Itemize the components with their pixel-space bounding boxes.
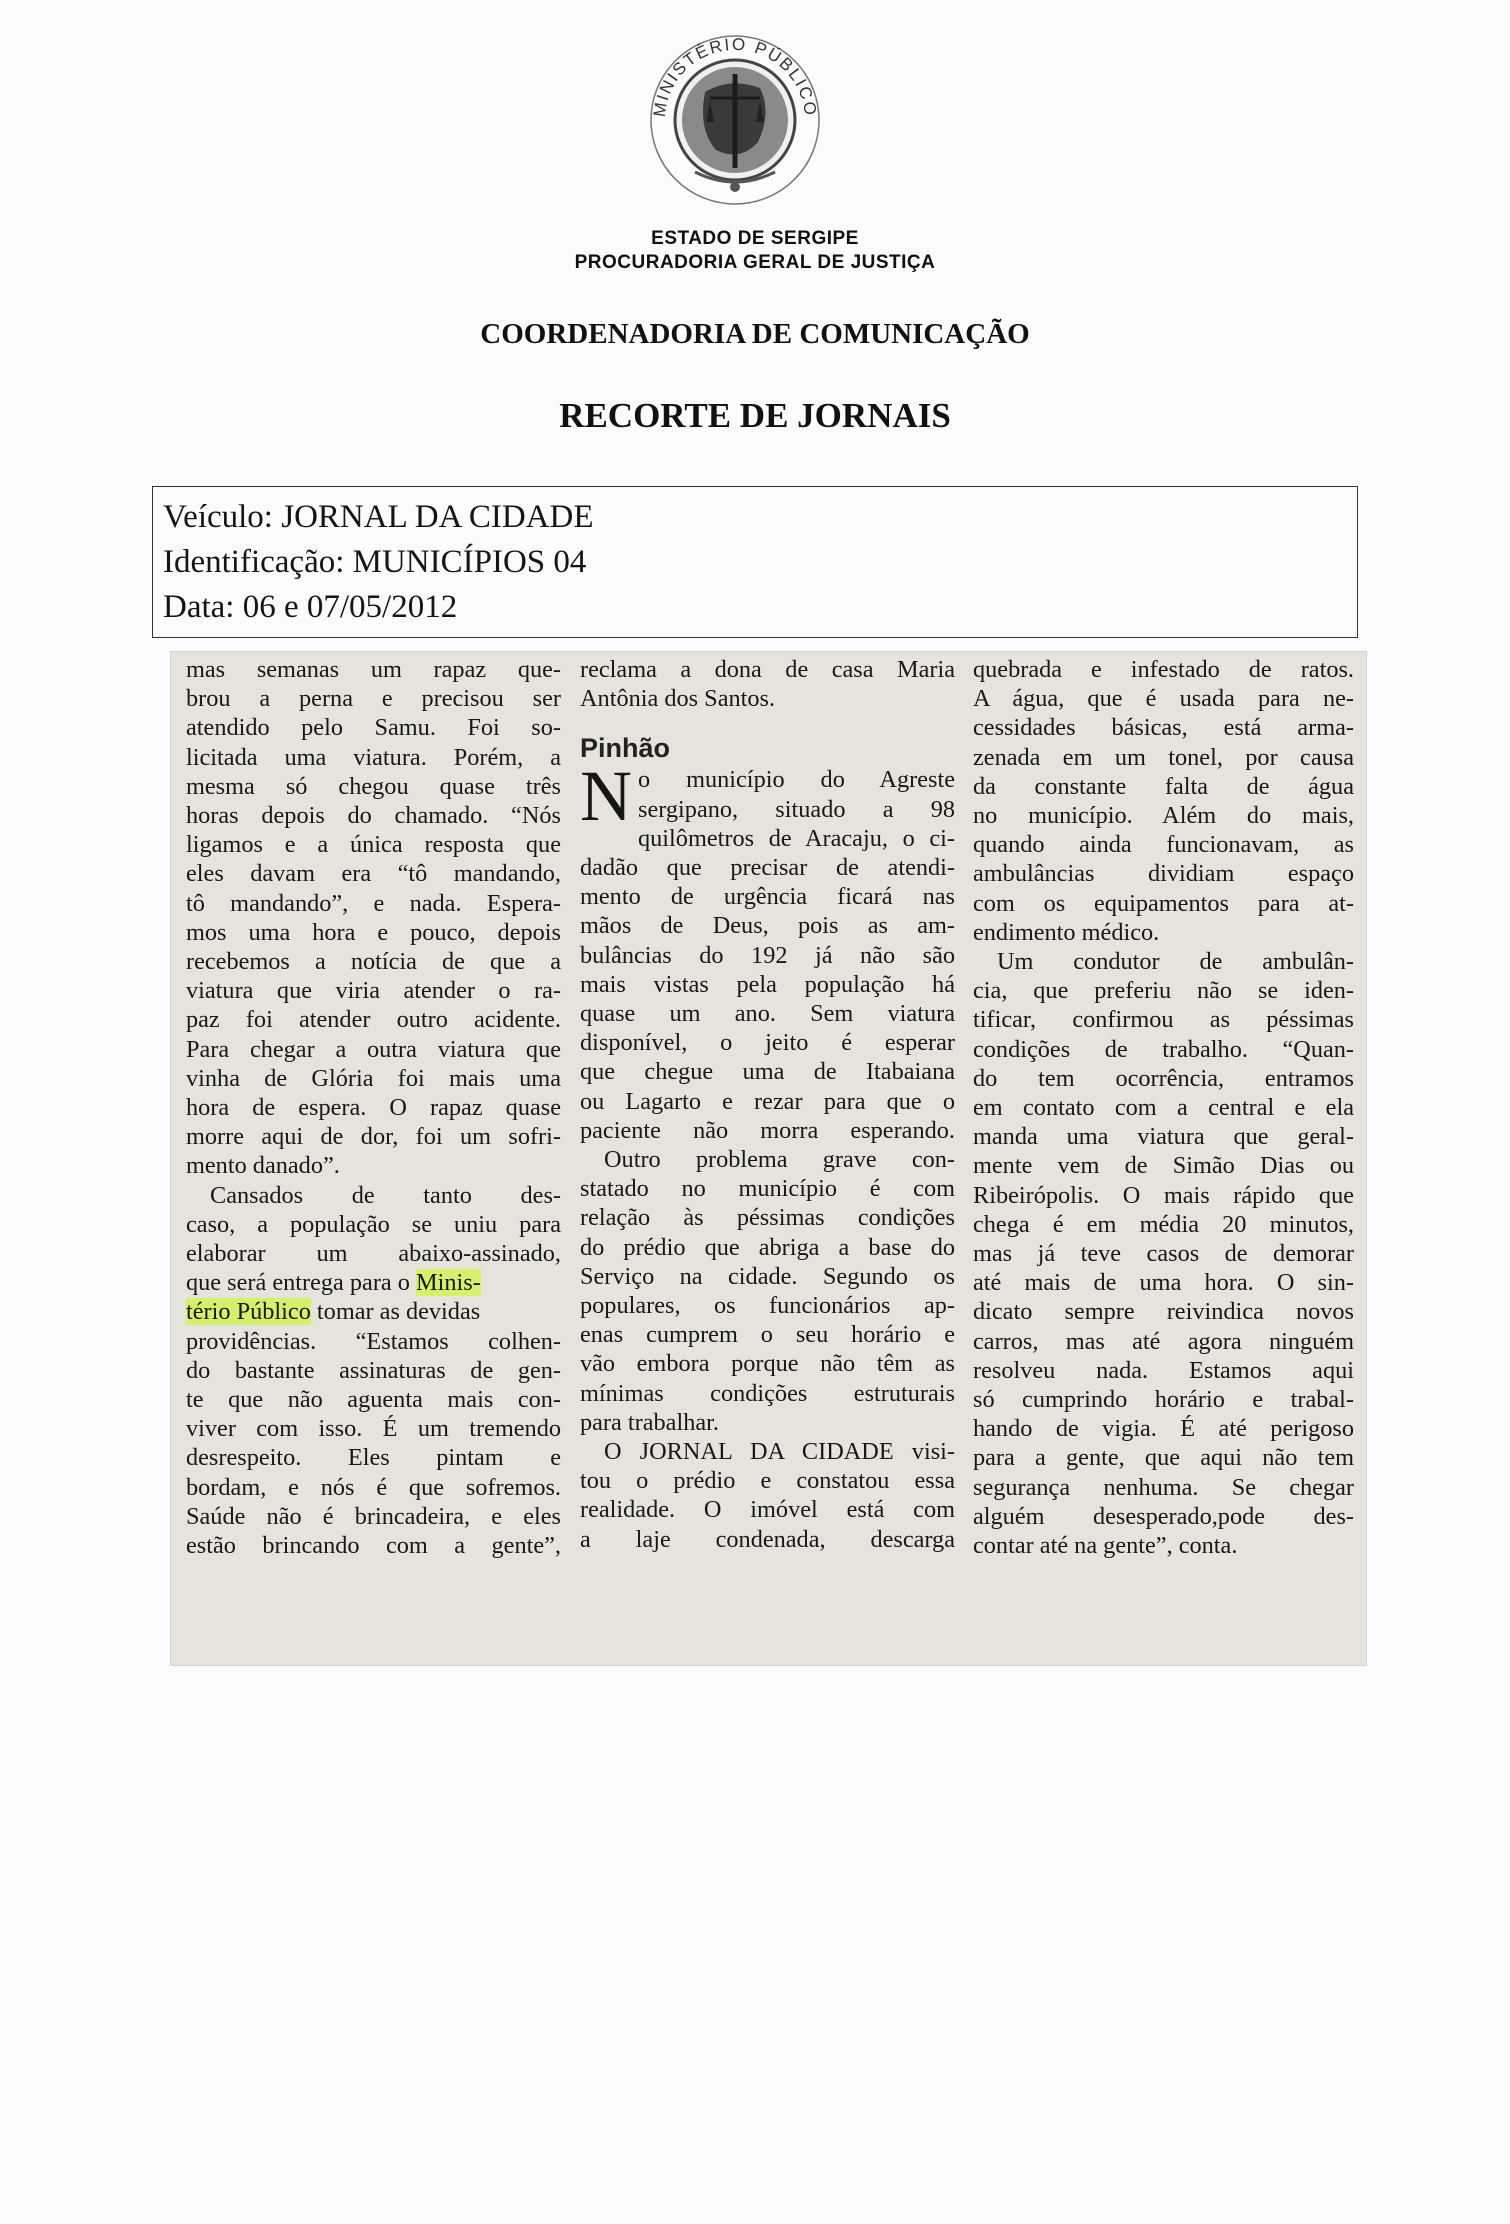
article-line: tou o prédio e constatou essa [580, 1467, 955, 1495]
article-line: realidade. O imóvel está com [580, 1496, 955, 1524]
article-line: quebrada e infestado de ratos. [973, 656, 1354, 683]
article-line: licitada uma viatura. Porém, a [186, 743, 561, 771]
article-line: populares, os funcionários ap- [580, 1292, 955, 1320]
article-line: do bastante assinaturas de gen- [186, 1356, 561, 1384]
article-text: tomar as devidas [310, 1298, 481, 1326]
article-line: do prédio que abriga a base do [580, 1233, 955, 1261]
article-line: vinha de Glória foi mais uma [186, 1064, 561, 1092]
highlighted-text: Minis- [416, 1269, 481, 1297]
article-line: endimento médico. [973, 918, 1160, 946]
article-line: que chegue uma de Itabaiana [580, 1058, 955, 1086]
article-line: O JORNAL DA CIDADE visi- [604, 1438, 955, 1466]
article-line: dicato sempre reivindica novos [973, 1298, 1354, 1326]
article-column-2 [580, 655, 955, 1554]
article-line: reclama a dona de casa Maria [580, 656, 955, 683]
article-line: atendido pelo Samu. Foi so- [186, 714, 561, 742]
article-line [186, 1268, 561, 1297]
article-line: recebemos a notícia de que a [186, 948, 561, 976]
article-line: hora de espera. O rapaz quase [186, 1094, 561, 1122]
ministerio-publico-seal [640, 22, 830, 212]
article-line: mesma só chegou quase três [186, 772, 561, 800]
article-line: só cumprindo horário e trabal- [973, 1386, 1354, 1414]
article-line: em contato com a central e ela [973, 1094, 1354, 1122]
article-line: hando de vigia. É até perigoso [973, 1415, 1354, 1443]
article-line: eles davam era “tô mandando, [186, 860, 561, 888]
article-line: quilômetros de Aracaju, o ci- [638, 824, 955, 852]
article-line: Um condutor de ambulân- [997, 948, 1354, 976]
article-line: disponível, o jeito é esperar [580, 1029, 955, 1057]
article-line: brou a perna e precisou ser [186, 685, 561, 713]
article-line: mento danado”. [186, 1152, 340, 1180]
article-line: quase um ano. Sem viatura [580, 1000, 955, 1028]
article-line: Outro problema grave con- [604, 1146, 955, 1174]
article-line: bulâncias do 192 já não são [580, 941, 955, 969]
article-line: segurança nenhuma. Se chegar [973, 1473, 1354, 1501]
article-line: morre aqui de dor, foi um sofri- [186, 1123, 561, 1151]
article-line: estão brincando com a gente”, [186, 1532, 561, 1560]
article-line: Antônia dos Santos. [580, 685, 776, 713]
article-line: alguém desesperado,pode des- [973, 1502, 1354, 1530]
drop-cap: N [580, 756, 632, 837]
article-line: Para chegar a outra viatura que [186, 1035, 561, 1063]
article-line: mas já teve casos de demorar [973, 1240, 1354, 1268]
state-name: ESTADO DE SERGIPE [651, 228, 859, 249]
article-line: providências. “Estamos colhen- [186, 1327, 561, 1355]
article-line: paciente não morra esperando. [580, 1116, 955, 1144]
page-title: RECORTE DE JORNAIS [559, 396, 951, 435]
data-line: Data: 06 e 07/05/2012 [163, 589, 458, 625]
newspaper-clipping [170, 651, 1367, 1666]
article-line: cessidades básicas, está arma- [973, 714, 1354, 742]
seal-text: MINISTÉRIO PÚBLICO [649, 34, 821, 119]
article-line: mas semanas um rapaz que- [186, 656, 561, 683]
article-line: zenada em um tonel, por causa [973, 743, 1354, 771]
highlighted-text: tério Público [186, 1298, 311, 1326]
article-line: tificar, confirmou as péssimas [973, 1006, 1354, 1034]
article-line: viatura que viria atender o ra- [186, 977, 561, 1005]
article-line: mãos de Deus, pois as am- [580, 912, 955, 940]
article-line: viver com isso. É um tremendo [186, 1415, 561, 1443]
article-line: ambulâncias dividiam espaço [973, 860, 1354, 888]
article-line: bordam, e nós é que sofremos. [186, 1473, 561, 1501]
article-line: Cansados de tanto des- [210, 1181, 561, 1209]
identificacao-line: Identificação: MUNICÍPIOS 04 [163, 544, 587, 580]
article-line: ou Lagarto e rezar para que o [580, 1087, 955, 1115]
article-line: a laje condenada, descarga [580, 1525, 955, 1553]
article-line: mais vistas pela população há [580, 970, 955, 998]
article-line: mos uma hora e pouco, depois [186, 918, 561, 946]
article-line: condições de trabalho. “Quan- [973, 1035, 1354, 1063]
article-text: que será entrega para o [186, 1269, 417, 1297]
article-line: contar até na gente”, conta. [973, 1532, 1238, 1560]
article-line: sergipano, situado a 98 [638, 795, 955, 823]
department-title: COORDENADORIA DE COMUNICAÇÃO [480, 318, 1030, 350]
article-column-1 [186, 655, 561, 1560]
article-line: tô mandando”, e nada. Espera- [186, 889, 561, 917]
article-line: carros, mas até agora ninguém [973, 1327, 1354, 1355]
info-box [152, 486, 1358, 638]
article-line: mínimas condições estruturais [580, 1379, 955, 1407]
article-line: quando ainda funcionavam, as [973, 831, 1354, 859]
article-line: mento de urgência ficará nas [580, 883, 955, 911]
article-line: vão embora porque não têm as [580, 1350, 955, 1378]
article-line: mente vem de Simão Dias ou [973, 1152, 1354, 1180]
article-line: horas depois do chamado. “Nós [186, 802, 561, 830]
article-line [186, 1297, 561, 1326]
article-line: no município. Além do mais, [973, 802, 1354, 830]
article-line: Serviço na cidade. Segundo os [580, 1262, 955, 1290]
article-line: Ribeirópolis. O mais rápido que [973, 1181, 1354, 1209]
article-line: paz foi atender outro acidente. [186, 1006, 561, 1034]
article-line: da constante falta de água [973, 772, 1354, 800]
article-line: te que não aguenta mais con- [186, 1386, 561, 1414]
article-line: desrespeito. Eles pintam e [186, 1444, 561, 1472]
article-line: para a gente, que aqui não tem [973, 1444, 1354, 1472]
veiculo-line: Veículo: JORNAL DA CIDADE [163, 499, 594, 535]
article-line: o município do Agreste [638, 766, 955, 794]
article-line: para trabalhar. [580, 1408, 719, 1436]
article-line: com os equipamentos para at- [973, 889, 1354, 917]
article-line: até mais de uma hora. O sin- [973, 1269, 1354, 1297]
procuradoria-name: PROCURADORIA GERAL DE JUSTIÇA [574, 252, 936, 273]
article-line: enas cumprem o seu horário e [580, 1321, 955, 1349]
section-subhead: Pinhão [580, 733, 671, 764]
article-line: resolveu nada. Estamos aqui [973, 1356, 1354, 1384]
article-line: elaborar um abaixo-assinado, [186, 1240, 561, 1268]
article-line: manda uma viatura que geral- [973, 1123, 1354, 1151]
article-line: statado no município é com [580, 1175, 955, 1203]
article-column-3 [973, 655, 1354, 1560]
article-line: ligamos e a única resposta que [186, 831, 561, 859]
article-line: chega é em média 20 minutos, [973, 1210, 1354, 1238]
article-line: caso, a população se uniu para [186, 1210, 561, 1238]
article-line: do tem ocorrência, entramos [973, 1064, 1354, 1092]
article-line: Saúde não é brincadeira, e eles [186, 1502, 561, 1530]
article-line: relação às péssimas condições [580, 1204, 955, 1232]
article-line: dadão que precisar de atendi- [580, 854, 955, 882]
article-line: cia, que preferiu não se iden- [973, 977, 1354, 1005]
article-line: A água, que é usada para ne- [973, 685, 1354, 713]
